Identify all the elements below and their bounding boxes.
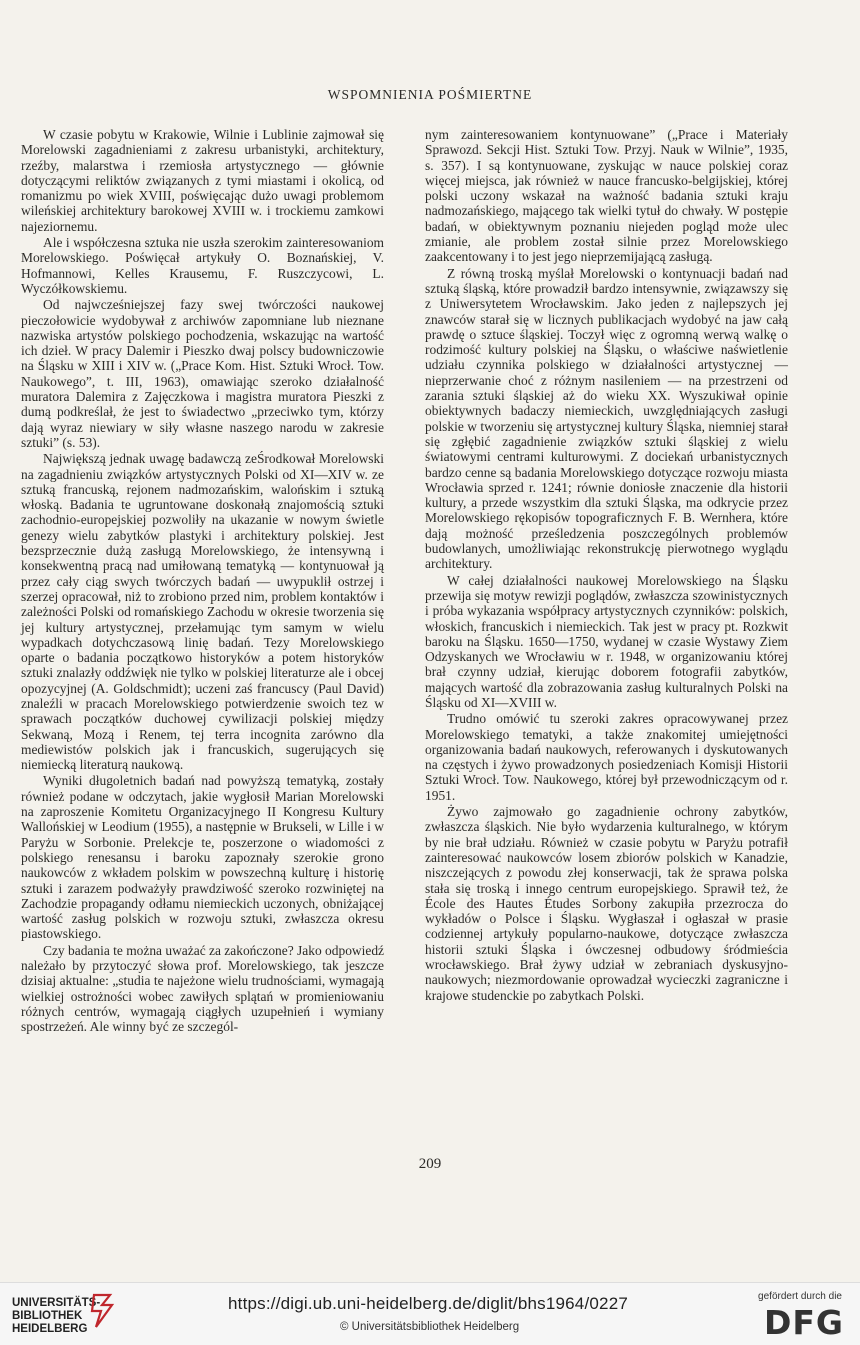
- right-column: [425, 127, 788, 1004]
- paragraph: Z równą troską myślał Morelowski o kontynuacji badań nad sztuką śląską, które prowadził bardzo intensywnie, związawszy się z Uniwersytetem Wrocławskim. Jako jeden z najlepszych jej znawców starał się w licznych publikacjach wydobyć na jaw całą prawdę o sztuce śląskiej. Toczył więc z ogromną werwą walkę o rodzimość kultury polskiej na Śląsku, o właściwe naświetlenie udziału czynnika polskiego w działalności artystycznej — nieprzerwanie choć z różnym nasileniem — na przestrzeni od zarania sztuki śląskiej aż do wieku XX. Wyszukiwał opinie obiektywnych badaczy niemieckich, uwzględniających zasługi polskie w tworzeniu się artystycznej kultury Śląska, niemniej starał się zgłębić zagadnienie związków sztuki śląskiej z wielu światowymi centrami kulturowymi. Z dociekań urbanistycznych bardzo cenne są badania Morelowskiego dotyczące rozwoju miasta Wrocławia sprzed r. 1241; równie doniosłe znaczenie dla historii kultury, a przede wszystkim dla sztuki Śląska, ma odkrycie przez Morelowskiego rękopisów topograficznych F. B. Wernhera, które dają możność prześledzenia poszczególnych problemów budowlanych, umożliwiając rekonstrukcję pierwotnego wyglądu architektury.: [425, 265, 788, 572]
- viewer-footer: [0, 1282, 860, 1345]
- running-header: WSPOMNIENIA POŚMIERTNE: [327, 87, 533, 102]
- permalink-url[interactable]: https://digi.ub.uni-heidelberg.de/diglit/bhs1964/0227: [228, 1294, 628, 1313]
- paragraph: W całej działalności naukowej Morelowskiego na Śląsku przewija się motyw rewizji poglądów, zwłaszcza szowinistycznych i próba wykazania współpracy artystycznych czynników: polskich, włoskich, francuskich i niemieckich. Tak jest w pracy pt. Rozkwit baroku na Śląsku. 1650—1750, wydanej w czasie Wystawy Ziem Odzyskanych we Wrocławiu w r. 1948, w organizowaniu której brał czynny udział, kierując doborem fotografii zabytków, mających wartość dla zobrazowania zasług kulturalnych Polski na Śląsku od XI—XVIII w.: [425, 572, 788, 710]
- copyright-text: © Universitätsbibliothek Heidelberg: [340, 1321, 520, 1333]
- funding-label: gefördert durch die: [758, 1291, 842, 1302]
- library-logo-icon: [88, 1291, 118, 1331]
- page-number: 209: [418, 1156, 442, 1172]
- paragraph: Największą jednak uwagę badawczą zeŚrodkował Morelowski na zagadnieniu związków artystycznych Polski od XI—XIV w. ze sztuką francuską, rejonem nadmozańskim, walońskim i sztuką włoską. Badania te ugruntowane doskonałą znajomością sztuki zachodnio-europejskiej pozwoliły na ukazanie w nowym świetle genezy wielu zabytków plastyki i architektury polskiej. Jest bezsprzecznie dużą zasługą Morelowskiego, że intensywną i konsekwentną pracą nad umiłowaną tematyką — kontynuował ją przez cały ciąg swych twórczych badań — uwypuklił ostrzej i szerzej opracował, niż to zrobiono przed nim, problem kontaktów i zależności Polski od romańskiego Zachodu w okresie tworzenia się jej kultury artystycznej, przełamując tym samym w wielu wypadkach dotychczasową linię badań. Tezy Morelowskiego oparte o badania początkowo historyków a potem historyków sztuki znalazły oddźwięk nie tylko w polskiej literaturze ale i obcej opozycyjnej (A. Goldschmidt); uczeni zaś francuscy (Paul David) znaleźli w pracach Morelowskiego potwierdzenie swoich tez w sprawach początków duchowej cywilizacji polskiej między Sekwaną, Mozą i Renem, tej terra incognita zarówno dla mediewistów polskich jak i francuskich, sugerujących się niemiecką literaturą naukową.: [21, 451, 384, 773]
- paragraph: nym zainteresowaniem kontynuowane” („Prace i Materiały Sprawozd. Sekcji Hist. Sztuki Tow. Przyj. Nauk w Wilnie”, 1935, s. 357). I są kontynuowane, zyskując w nauce polskiej coraz więcej miejsca, jak również w nauce francusko-belgijskiej, której polski uczony wskazał na ważność badania sztuki kraju nadmozańskiego, mającego tak wielki tytuł do chwały. W postępie badań, w obiektywnym poznaniu niejeden pogląd może ulec zmianie, ale problem został silnie przez Morelowskiego zaakcentowany i to jest jego nieprzemijającą zasługą.: [425, 127, 788, 265]
- left-column: [21, 127, 384, 1036]
- paragraph: Trudno omówić tu szeroki zakres opracowywanej przez Morelowskiego tematyki, a także znakomitej umiejętności organizowania badań naukowych, referowanych i dyskutowanych na częstych i żywo prowadzonych posiedzeniach Komisji Historii Sztuki Wrocł. Tow. Naukowego, której był przewodniczącym od r. 1951.: [425, 711, 788, 803]
- paragraph: Wyniki długoletnich badań nad powyższą tematyką, zostały również podane w odczytach, jakie wygłosił Marian Morelowski na zaproszenie Komitetu Organizacyjnego II Kongresu Kultury Wallońskiej w Leodium (1955), a następnie w Brukseli, w Lille i w Paryżu w Sorbonie. Prelekcje te, poszerzone o wiadomości z polskiego renesansu i baroku zapoznały szerokie grono naukowców z wkładem polskim w powszechną kulturę i historię sztuki i zarazem podważyły prawdziwość szeroko rozwiniętej na Zachodzie propagandy odłamu niemieckich uczonych, obniżającej wartość zasług polskich w rozwoju sztuki, zwłaszcza okresu piastowskiego.: [21, 773, 384, 942]
- paragraph: W czasie pobytu w Krakowie, Wilnie i Lublinie zajmował się Morelowski zagadnieniami z zakresu urbanistyki, architektury, rzeźby, malarstwa i rzemiosła artystycznego — głównie dotyczącymi reliktów związanych z tymi miastami i okolicą, od romanizmu po wiek XVIII, poświęcając dużo uwagi problemom wileńskiej architektury barokowej XVIII w. i trockiemu zamkowi najeziornemu.: [21, 127, 384, 234]
- paragraph: Czy badania te można uważać za zakończone? Jako odpowiedź należało by przytoczyć słowa prof. Morelowskiego, tak jeszcze dzisiaj aktualne: „studia te najeżone wielu trudnościami, wymagają wielkiej ostrożności wobec zawiłych splątań w promieniowaniu różnych centrów, wymagają ciągłych uzupełnień i wymiany spostrzeżeń. Ale winny być ze szczegól-: [21, 942, 384, 1035]
- library-logo-text[interactable]: UNIVERSITÄTS- BIBLIOTHEK HEIDELBERG: [12, 1297, 101, 1335]
- paragraph: Od najwcześniejszej fazy swej twórczości naukowej pieczołowicie wydobywał z archiwów zapomniane lub nieznane nazwiska artystów polskiego pochodzenia, wskazując na wartość ich dzieł. W pracy Dalemir i Pieszko dwaj polscy budowniczowie na Śląsku w XIII i XIV w. („Prace Kom. Hist. Sztuki Wrocł. Tow. Naukowego”, t. III, 1963), omawiając szeroko działalność muratora Dalemira z Zajęczkowa i magistra muratora Pieszki z dumą podkreślał, że jest to świadectwo „przeciwko tym, którzy dają wyraz niewiary w siły własne naszego narodu w zakresie sztuki” (s. 53).: [21, 297, 384, 450]
- paragraph: Ale i współczesna sztuka nie uszła szerokim zainteresowaniom Morelowskiego. Poświęcał artykuły O. Boznańskiej, V. Hofmannowi, Kelles Krausemu, F. Ruszczycowi, L. Wyczółkowskiemu.: [21, 235, 384, 296]
- dfg-logo[interactable]: DFG: [763, 1303, 844, 1342]
- paragraph: Żywo zajmowało go zagadnienie ochrony zabytków, zwłaszcza śląskich. Nie było wydarzenia kulturalnego, w którym by nie brał udziału. Również w czasie pobytu w Paryżu potrafił zainteresować naukowców losem zbiorów polskich w Kanadzie, niszczejących z powodu złej konserwacji, tak że sprawa polska stała się troską i innego centrum europejskiego. Sprawił też, że École des Hautes Études Sorbony zakupiła przezrocza do wykładów o Polsce i Śląsku. Wygłaszał i ogłaszał w prasie codziennej artykuły popularno-naukowe, dotyczące zwłaszcza historii sztuki Śląska i ówczesnej odbudowy śródmieścia wrocławskiego. Brał żywy udział w zebraniach dyskusyjno-naukowych; niezmordowanie oprowadzał wycieczki zagraniczne i krajowe studenckie po zabytkach Polski.: [425, 804, 788, 1003]
